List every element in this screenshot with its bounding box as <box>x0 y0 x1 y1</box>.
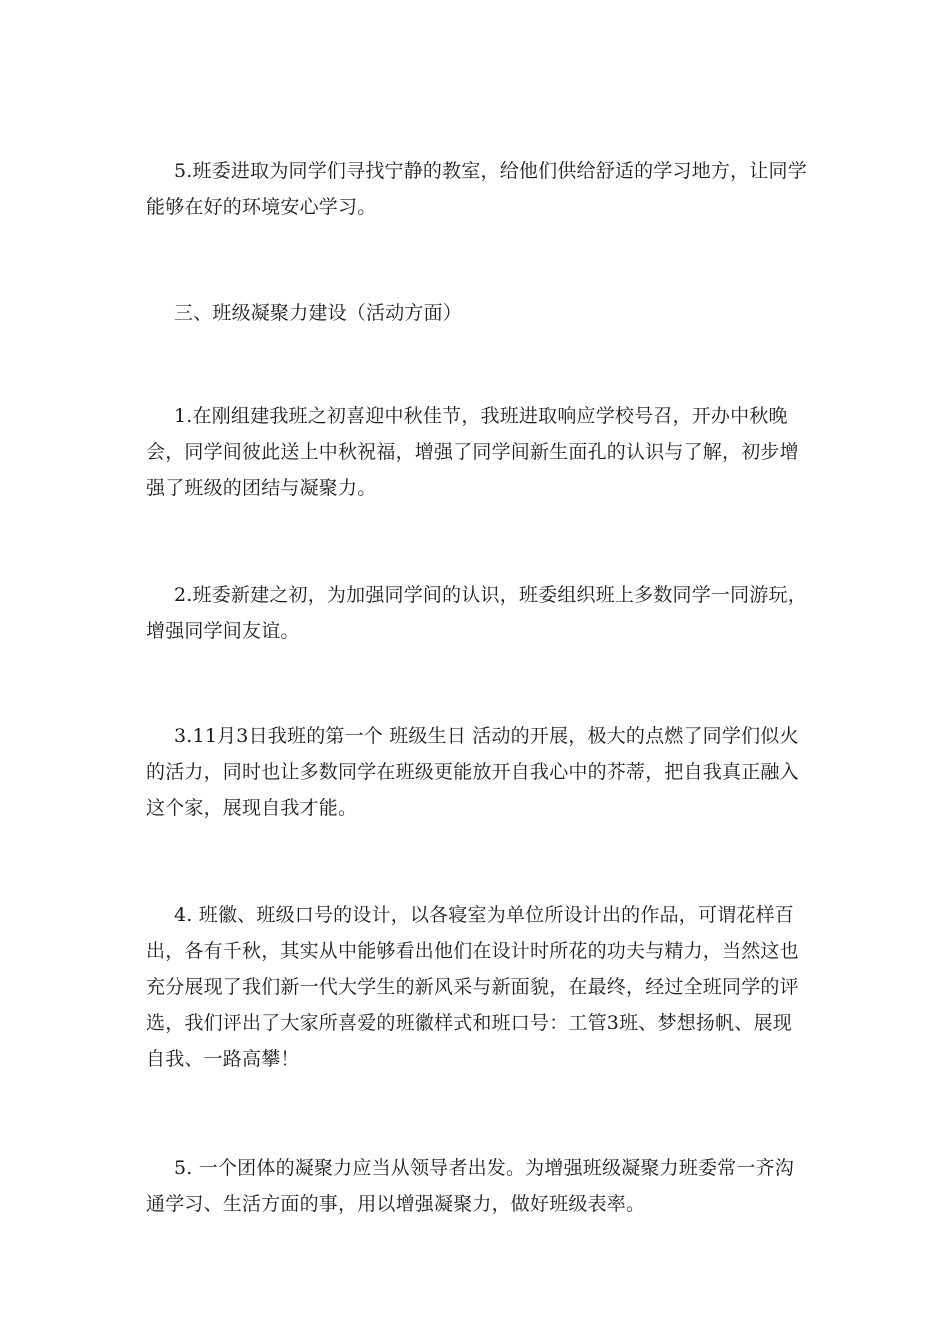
paragraph-item-4-class-emblem <box>146 897 810 1077</box>
paragraph-item-1-mid-autumn <box>146 398 810 506</box>
paragraph-text: 2.班委新建之初，为加强同学间的认识，班委组织班上多数同学一同游玩，增强同学间友谊。 <box>146 584 807 642</box>
paragraph-text: 5.班委进取为同学们寻找宁静的教室，给他们供给舒适的学习地方，让同学能够在好的环境安心学习。 <box>146 160 807 218</box>
paragraph-item-2-outing <box>146 577 810 649</box>
paragraph-item-5-leadership <box>146 1150 810 1222</box>
paragraph-text: 1.在刚组建我班之初喜迎中秋佳节，我班进取响应学校号召，开办中秋晚会，同学间彼此送上中秋祝福，增强了同学间新生面孔的认识与了解，初步增强了班级的团结与凝聚力。 <box>146 405 799 499</box>
section-heading-cohesion <box>146 295 810 331</box>
paragraph-text: 5. 一个团体的凝聚力应当从领导者出发。为增强班级凝聚力班委常一齐沟通学习、生活方面的事，用以增强凝聚力，做好班级表率。 <box>146 1157 794 1215</box>
paragraph-item-3-class-birthday <box>146 718 810 826</box>
paragraph-text: 4. 班徽、班级口号的设计，以各寝室为单位所设计出的作品，可谓花样百出，各有千秋，其实从中能够看出他们在设计时所花的功夫与精力，当然这也充分展现了我们新一代大学生的新风采与新面貌，在最终，经过全班同学的评选，我们评出了大家所喜爱的班徽样式和班口号：工管3班、梦想扬帆、展现自我、一路高攀！ <box>146 904 799 1070</box>
heading-text: 三、班级凝聚力建设（活动方面） <box>174 302 463 324</box>
paragraph-text: 3.11月3日我班的第一个 班级生日 活动的开展，极大的点燃了同学们似火的活力，同时也让多数同学在班级更能放开自我心中的芥蒂，把自我真正融入这个家，展现自我才能。 <box>146 725 799 819</box>
paragraph-item-5-study-space <box>146 153 810 225</box>
